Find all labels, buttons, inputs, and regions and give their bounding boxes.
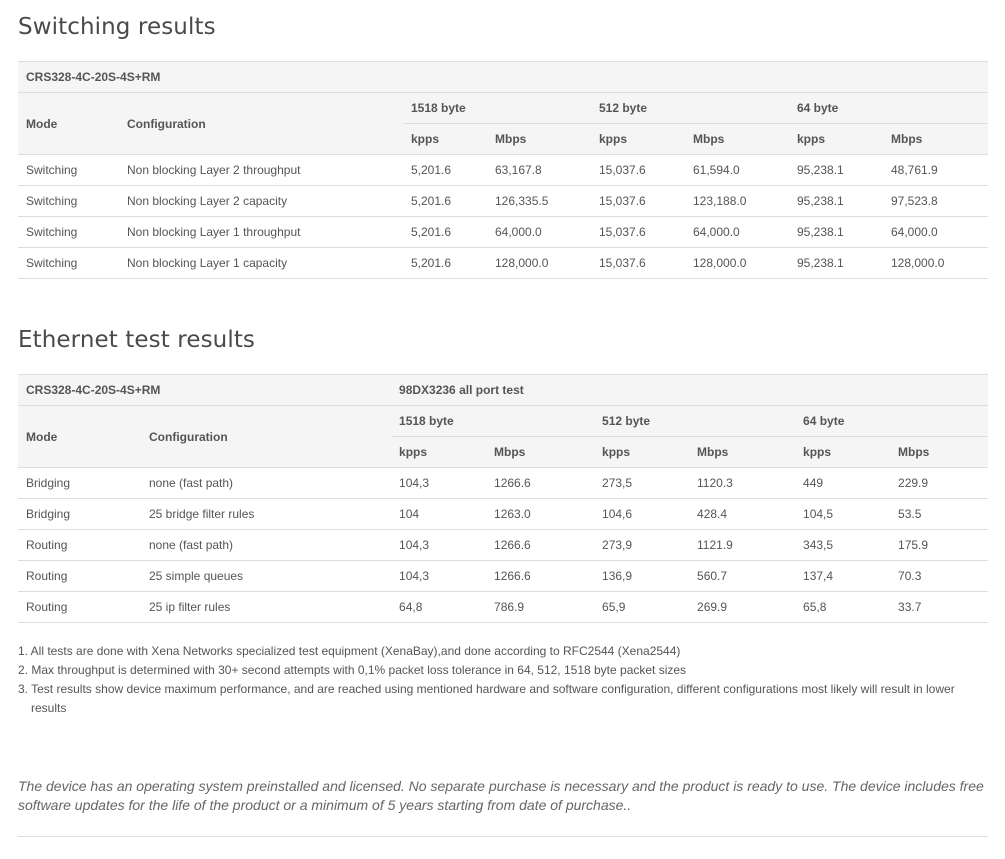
configuration-cell: 25 bridge filter rules xyxy=(141,499,391,530)
table-row xyxy=(18,155,988,186)
value-cell: 70.3 xyxy=(890,561,988,592)
table-row xyxy=(18,592,988,623)
license-notice: The device has an operating system preinstalled and licensed. No separate purchase is necessary and the product is ready to use. The device includes free software updates for the life of the product or a minimum of 5 years starting from date of purchase.. xyxy=(18,778,984,813)
value-cell: 1266.6 xyxy=(486,530,594,561)
mode-cell: Switching xyxy=(18,248,119,279)
value-cell: 128,000.0 xyxy=(685,248,789,279)
value-cell: 48,761.9 xyxy=(883,155,988,186)
value-cell: 273,9 xyxy=(594,530,689,561)
configuration-cell: Non blocking Layer 1 capacity xyxy=(119,248,403,279)
footnote: 3. Test results show device maximum performance, and are reached using mentioned hardware and software configuration, different configurations most likely will result in lower results xyxy=(18,682,955,715)
unit-header: kpps xyxy=(789,124,883,155)
configuration-cell: 25 simple queues xyxy=(141,561,391,592)
value-cell: 95,238.1 xyxy=(789,217,883,248)
switching-results-heading: Switching results xyxy=(18,14,216,40)
mode-cell: Routing xyxy=(18,530,141,561)
value-cell: 428.4 xyxy=(689,499,795,530)
divider xyxy=(18,836,988,837)
unit-header: Mbps xyxy=(689,437,795,468)
value-cell: 449 xyxy=(795,468,890,499)
value-cell: 95,238.1 xyxy=(789,248,883,279)
unit-header: kpps xyxy=(594,437,689,468)
value-cell: 64,000.0 xyxy=(685,217,789,248)
value-cell: 5,201.6 xyxy=(403,186,487,217)
table-row xyxy=(18,248,988,279)
value-cell: 229.9 xyxy=(890,468,988,499)
value-cell: 175.9 xyxy=(890,530,988,561)
value-cell: 136,9 xyxy=(594,561,689,592)
mode-cell: Switching xyxy=(18,155,119,186)
configuration-cell: none (fast path) xyxy=(141,468,391,499)
unit-header: Mbps xyxy=(685,124,789,155)
value-cell: 5,201.6 xyxy=(403,155,487,186)
value-cell: 95,238.1 xyxy=(789,186,883,217)
table-header-row xyxy=(18,93,988,124)
packet-size-header: 64 byte xyxy=(789,93,988,124)
configuration-header: Configuration xyxy=(119,93,403,155)
value-cell: 343,5 xyxy=(795,530,890,561)
value-cell: 15,037.6 xyxy=(591,155,685,186)
table-row xyxy=(18,530,988,561)
value-cell: 123,188.0 xyxy=(685,186,789,217)
value-cell: 53.5 xyxy=(890,499,988,530)
mode-cell: Bridging xyxy=(18,468,141,499)
value-cell: 1120.3 xyxy=(689,468,795,499)
table-model-row xyxy=(18,375,988,406)
value-cell: 1121.9 xyxy=(689,530,795,561)
switching-results-table xyxy=(18,61,988,279)
value-cell: 95,238.1 xyxy=(789,155,883,186)
value-cell: 65,8 xyxy=(795,592,890,623)
test-name: 98DX3236 all port test xyxy=(391,375,988,406)
unit-header: kpps xyxy=(795,437,890,468)
value-cell: 269.9 xyxy=(689,592,795,623)
unit-header: Mbps xyxy=(486,437,594,468)
value-cell: 5,201.6 xyxy=(403,248,487,279)
mode-cell: Routing xyxy=(18,561,141,592)
unit-header: kpps xyxy=(403,124,487,155)
value-cell: 65,9 xyxy=(594,592,689,623)
value-cell: 64,000.0 xyxy=(487,217,591,248)
value-cell: 104,3 xyxy=(391,561,486,592)
ethernet-results-heading: Ethernet test results xyxy=(18,327,256,353)
configuration-header: Configuration xyxy=(141,406,391,468)
value-cell: 126,335.5 xyxy=(487,186,591,217)
unit-header: kpps xyxy=(591,124,685,155)
value-cell: 137,4 xyxy=(795,561,890,592)
switching-table-body xyxy=(18,155,988,279)
table-model-row xyxy=(18,62,988,93)
footnote: 2. Max throughput is determined with 30+ second attempts with 0,1% packet loss tolerance in 64, 512, 1518 byte packet sizes xyxy=(18,663,687,677)
value-cell: 64,8 xyxy=(391,592,486,623)
packet-size-header: 1518 byte xyxy=(403,93,591,124)
value-cell: 104,3 xyxy=(391,468,486,499)
value-cell: 104,6 xyxy=(594,499,689,530)
value-cell: 33.7 xyxy=(890,592,988,623)
value-cell: 1266.6 xyxy=(486,561,594,592)
table-row xyxy=(18,186,988,217)
value-cell: 61,594.0 xyxy=(685,155,789,186)
packet-size-header: 64 byte xyxy=(795,406,988,437)
table-header-row xyxy=(18,406,988,437)
value-cell: 104 xyxy=(391,499,486,530)
value-cell: 64,000.0 xyxy=(883,217,988,248)
mode-cell: Switching xyxy=(18,217,119,248)
configuration-cell: Non blocking Layer 2 capacity xyxy=(119,186,403,217)
value-cell: 786.9 xyxy=(486,592,594,623)
value-cell: 104,5 xyxy=(795,499,890,530)
mode-cell: Routing xyxy=(18,592,141,623)
packet-size-header: 512 byte xyxy=(591,93,789,124)
configuration-cell: Non blocking Layer 2 throughput xyxy=(119,155,403,186)
ethernet-table-body xyxy=(18,468,988,623)
value-cell: 1263.0 xyxy=(486,499,594,530)
value-cell: 5,201.6 xyxy=(403,217,487,248)
value-cell: 560.7 xyxy=(689,561,795,592)
mode-header: Mode xyxy=(18,406,141,468)
value-cell: 15,037.6 xyxy=(591,186,685,217)
configuration-cell: Non blocking Layer 1 throughput xyxy=(119,217,403,248)
packet-size-header: 1518 byte xyxy=(391,406,594,437)
unit-header: kpps xyxy=(391,437,486,468)
unit-header: Mbps xyxy=(487,124,591,155)
value-cell: 15,037.6 xyxy=(591,217,685,248)
ethernet-results-table xyxy=(18,374,988,623)
footnote: 1. All tests are done with Xena Networks specialized test equipment (XenaBay),and done according to RFC2544 (Xena2544) xyxy=(18,644,681,658)
value-cell: 1266.6 xyxy=(486,468,594,499)
table-row xyxy=(18,499,988,530)
value-cell: 273,5 xyxy=(594,468,689,499)
mode-header: Mode xyxy=(18,93,119,155)
table-row xyxy=(18,561,988,592)
mode-cell: Bridging xyxy=(18,499,141,530)
value-cell: 15,037.6 xyxy=(591,248,685,279)
value-cell: 63,167.8 xyxy=(487,155,591,186)
table-row xyxy=(18,468,988,499)
footnotes-list xyxy=(18,642,978,718)
value-cell: 104,3 xyxy=(391,530,486,561)
packet-size-header: 512 byte xyxy=(594,406,795,437)
value-cell: 128,000.0 xyxy=(487,248,591,279)
model-name: CRS328-4C-20S-4S+RM xyxy=(18,62,988,93)
configuration-cell: none (fast path) xyxy=(141,530,391,561)
unit-header: Mbps xyxy=(890,437,988,468)
value-cell: 97,523.8 xyxy=(883,186,988,217)
mode-cell: Switching xyxy=(18,186,119,217)
value-cell: 128,000.0 xyxy=(883,248,988,279)
unit-header: Mbps xyxy=(883,124,988,155)
model-name: CRS328-4C-20S-4S+RM xyxy=(18,375,391,406)
configuration-cell: 25 ip filter rules xyxy=(141,592,391,623)
table-row xyxy=(18,217,988,248)
